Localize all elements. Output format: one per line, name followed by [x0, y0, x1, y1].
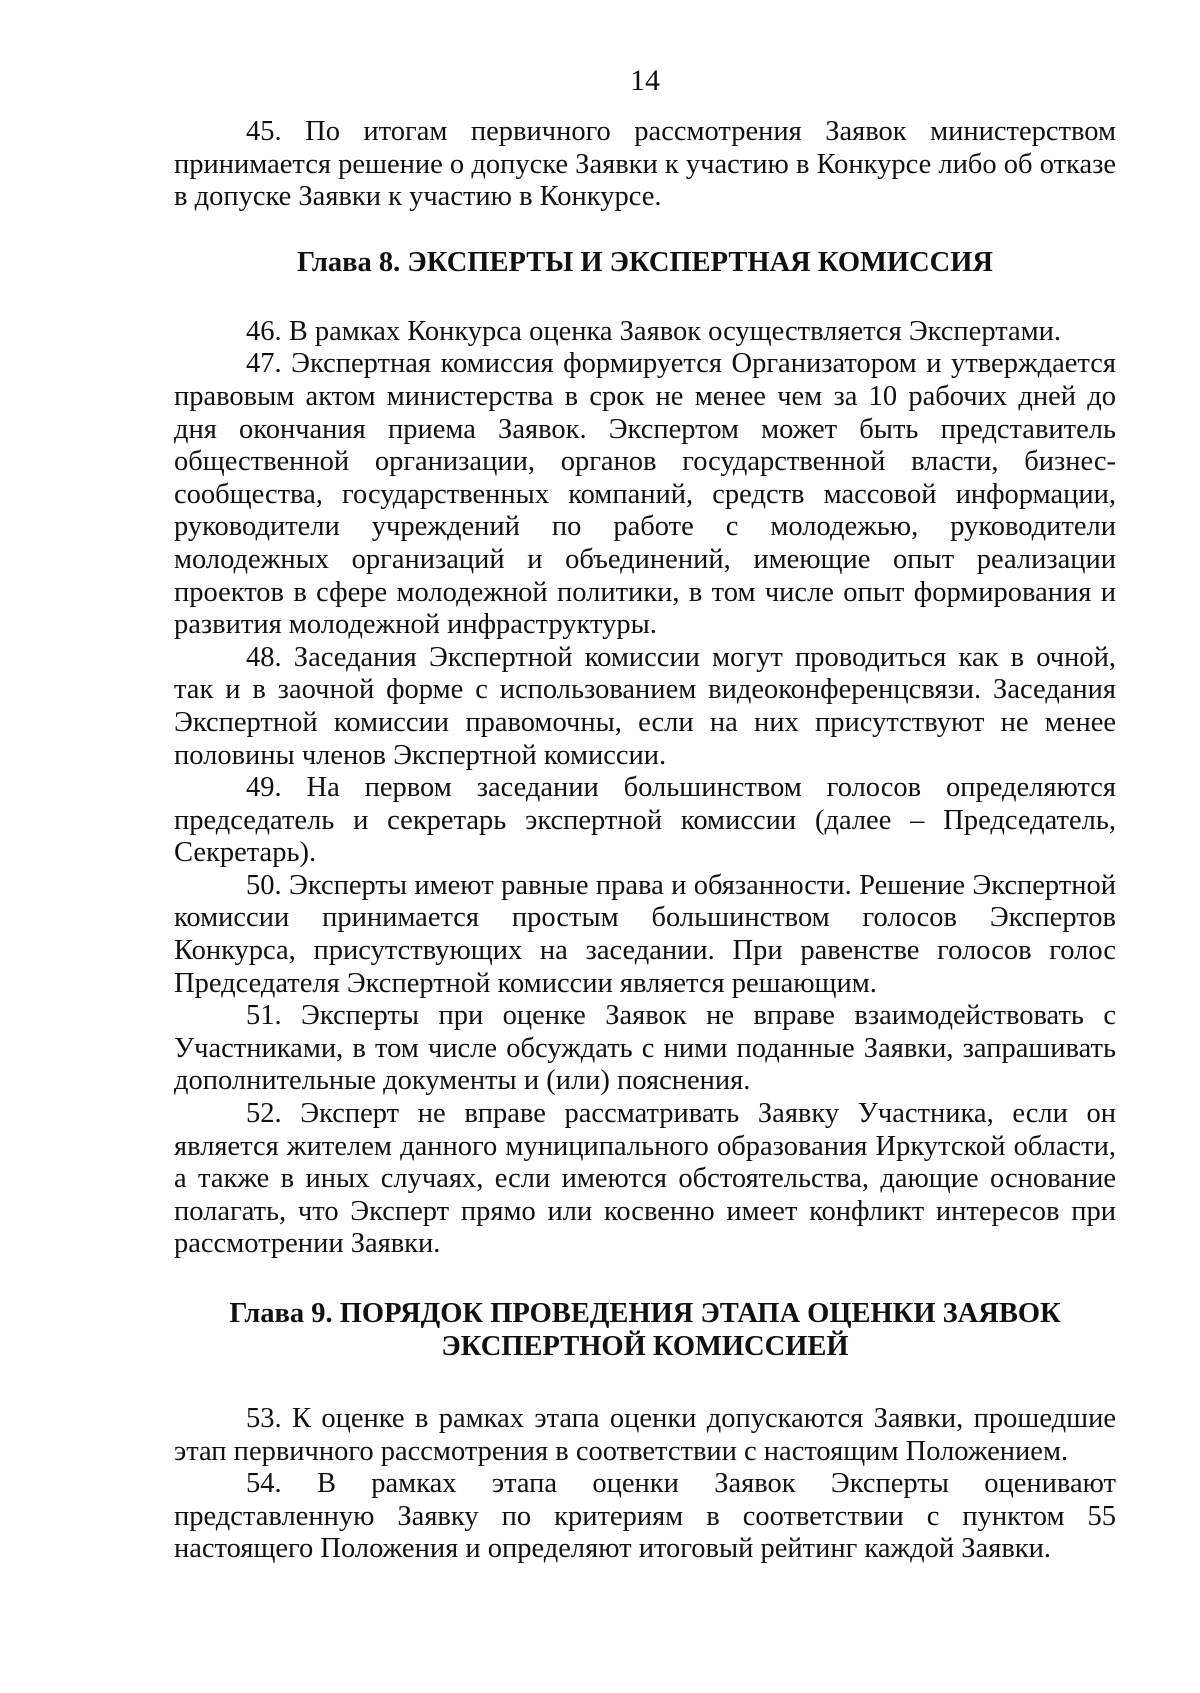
paragraph-53: 53. К оценке в рамках этапа оценки допускаются Заявки, прошедшие этап первичного рассмотрения в соответствии с настоящим Положением.	[174, 1403, 1116, 1467]
paragraph-54: 54. В рамках этапа оценки Заявок Эксперты оценивают представленную Заявку по критериям в соответствии с пунктом 55 настоящего Положения и определяют итоговый рейтинг каждой Заявки.	[174, 1468, 1116, 1565]
paragraph-51: 51. Эксперты при оценке Заявок не вправе взаимодействовать с Участниками, в том числе обсуждать с ними поданные Заявки, запрашивать дополнительные документы и (или) пояснения.	[174, 1000, 1116, 1097]
page-number: 14	[630, 64, 660, 97]
chapter-9-title-line-2: ЭКСПЕРТНОЙ КОМИССИЕЙ	[441, 1331, 849, 1362]
paragraph-46: 46. В рамках Конкурса оценка Заявок осуществляется Экспертами.	[246, 315, 1062, 347]
chapter-9-heading	[174, 1297, 1116, 1363]
chapter-8-heading	[174, 246, 1116, 279]
paragraph-52: 52. Эксперт не вправе рассматривать Заявку Участника, если он является жителем данного муниципального образования Иркутской области, а также в иных случаях, если имеются обстоятельства, дающие основание полагать, что Эксперт прямо или косвенно имеет конфликт интересов при рассмотрении Заявки.	[174, 1098, 1116, 1260]
paragraph-47: 47. Экспертная комиссия формируется Организатором и утверждается правовым актом министерства в срок не менее чем за 10 рабочих дней до дня окончания приема Заявок. Экспертом может быть представитель общественной организации, органов государственной власти, бизнес-сообщества, государственных компаний, средств массовой информации, руководители учреждений по работе с молодежью, руководители молодежных организаций и объединений, имеющие опыт реализации проектов в сфере молодежной политики, в том числе опыт формирования и развития молодежной инфраструктуры.	[174, 348, 1116, 641]
paragraph-48: 48. Заседания Экспертной комиссии могут проводиться как в очной, так и в заочной форме с использованием видеоконференцсвязи. Заседания Экспертной комиссии правомочны, если на них присутствуют не менее половины членов Экспертной комиссии.	[174, 641, 1116, 771]
paragraph-49: 49. На первом заседании большинством голосов определяются председатель и секретарь экспертной комиссии (далее – Председатель, Секретарь).	[174, 772, 1116, 869]
chapter-9-title-line-1: Глава 9. ПОРЯДОК ПРОВЕДЕНИЯ ЭТАПА ОЦЕНКИ ЗАЯВОК	[229, 1298, 1061, 1329]
paragraph-45: 45. По итогам первичного рассмотрения Заявок министерством принимается решение о допуске Заявки к участию в Конкурсе либо об отказе в допуске Заявки к участию в Конкурсе.	[174, 116, 1116, 213]
paragraph-50: 50. Эксперты имеют равные права и обязанности. Решение Экспертной комиссии принимается простым большинством голосов Экспертов Конкурса, присутствующих на заседании. При равенстве голосов голос Председателя Экспертной комиссии является решающим.	[174, 869, 1116, 999]
chapter-8-title: Глава 8. ЭКСПЕРТЫ И ЭКСПЕРТНАЯ КОМИССИЯ	[296, 246, 993, 278]
document-page	[174, 64, 1116, 1566]
